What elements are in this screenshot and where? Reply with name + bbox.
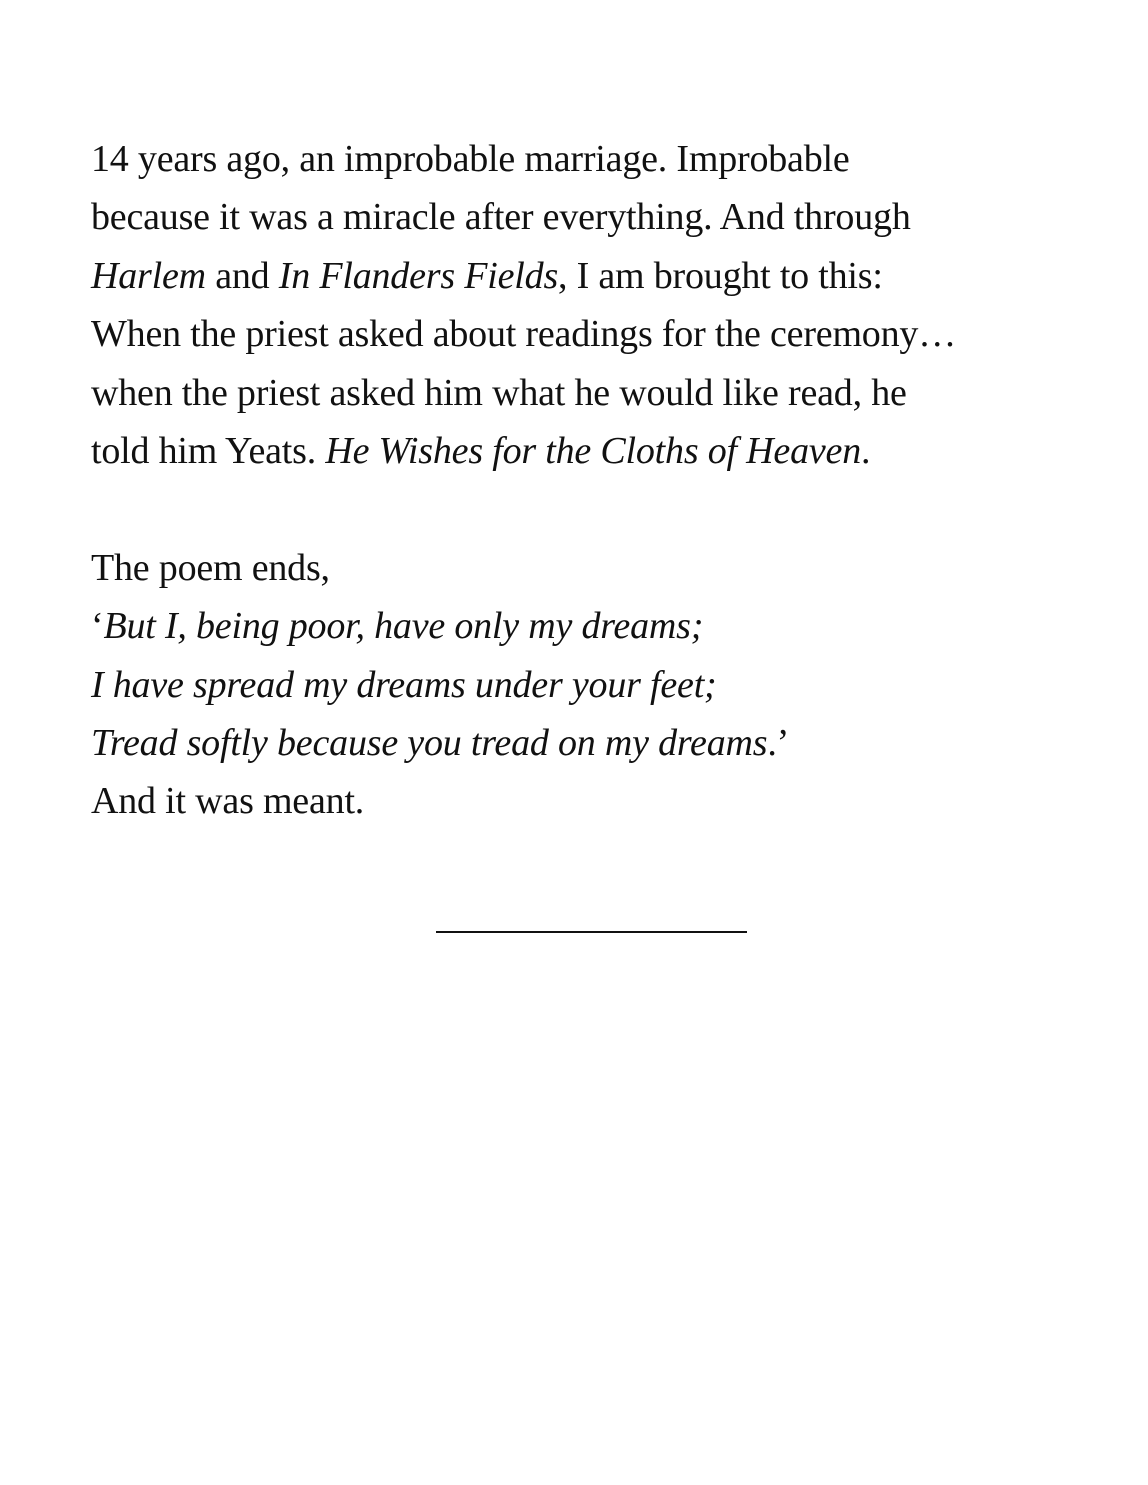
title-in-flanders-fields: In Flanders Fields [278,254,559,297]
text-line: Harlem and In Flanders Fields, I am brought to this: [91,254,883,297]
poem-title: He Wishes for the Cloths of Heaven [325,429,862,472]
text-line: told him Yeats. He Wishes for the Cloths of Heaven. [91,429,871,472]
text-line: When the priest asked about readings for the ceremony… [91,313,956,356]
text-line: 14 years ago, an improbable marriage. Improbable [91,138,850,180]
text-line: because it was a miracle after everything. And through [91,196,911,239]
document-body [91,130,1071,831]
verse-line: Tread softly because you tread on my dreams.’ [91,721,790,764]
title-harlem: Harlem [91,254,206,297]
verse-line: I have spread my dreams under your feet; [91,663,717,706]
verse-line: ‘But I, being poor, have only my dreams; [91,605,704,648]
text-line: The poem ends, [91,546,330,589]
text-line: when the priest asked him what he would like read, he [91,371,907,414]
text-line: And it was meant. [91,780,365,823]
paragraph-gap [91,480,1071,538]
section-divider [436,931,747,933]
